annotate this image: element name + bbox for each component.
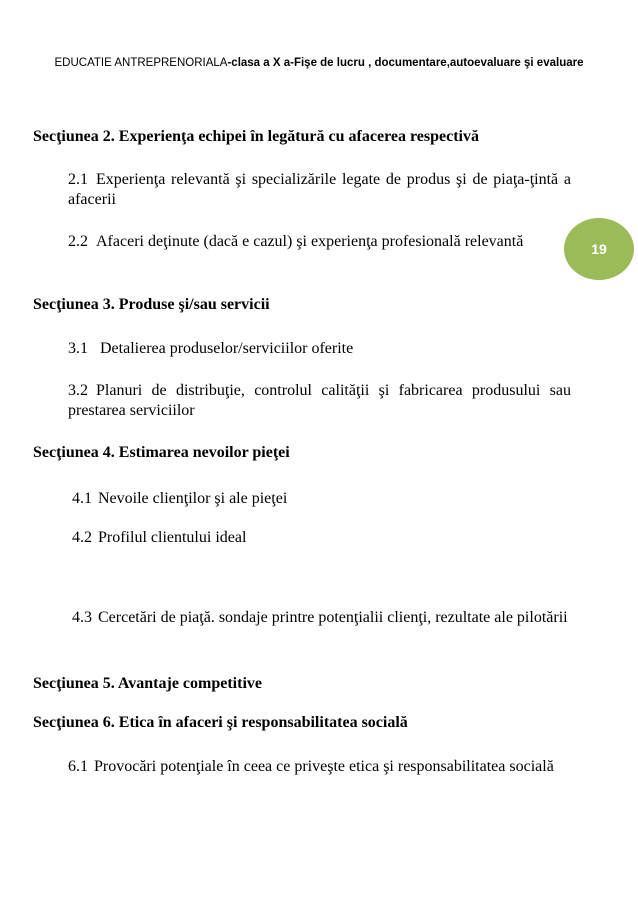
item-text: Experienţa relevantă şi specializările legate de produs şi de piaţa-ţintă a afacerii	[68, 171, 571, 208]
page-number: 19	[591, 241, 607, 257]
item-number: 2.2	[68, 233, 88, 250]
item-number: 6.1	[68, 758, 88, 775]
item-text: Nevoile clienţilor şi ale pieţei	[98, 490, 288, 507]
header-details: -clasa a X a-Fişe de lucru , documentare,autoevaluare şi evaluare	[227, 57, 584, 69]
page-header	[32, 54, 606, 72]
item-text: Detalierea produselor/serviciilor oferite	[100, 340, 354, 357]
section-2-title: Secţiunea 2. Experienţa echipei în legătură cu afacerea respectivă	[33, 128, 479, 145]
item-number: 2.1	[68, 171, 88, 188]
item-number: 4.2	[72, 529, 92, 546]
item-number: 4.3	[72, 609, 92, 626]
item-text: Provocări potenţiale în ceea ce priveşte etica şi responsabilitatea socială	[94, 758, 554, 775]
item-2-1	[68, 170, 571, 210]
item-text: Afaceri deţinute (dacă e cazul) şi experienţa profesională relevantă	[96, 233, 524, 250]
item-4-2	[72, 528, 571, 548]
item-text: Cercetări de piaţă. sondaje printre potenţialii clienţi, rezultate ale pilotării	[98, 609, 568, 626]
header-subject: EDUCATIE ANTREPRENORIALA	[54, 57, 228, 69]
section-5-title: Secţiunea 5. Avantaje competitive	[33, 675, 262, 692]
section-6-title: Secţiunea 6. Etica în afaceri şi responsabilitatea socială	[33, 714, 408, 731]
page-number-badge	[564, 218, 634, 280]
item-3-1	[68, 339, 571, 359]
section-3-title: Secţiunea 3. Produse şi/sau servicii	[33, 296, 270, 313]
item-text: Profilul clientului ideal	[98, 529, 247, 546]
item-number: 3.2	[68, 382, 88, 399]
item-6-1	[68, 757, 571, 777]
item-2-2	[68, 232, 571, 252]
item-4-1	[72, 489, 571, 509]
item-number: 3.1	[68, 340, 88, 357]
item-3-2	[68, 381, 571, 421]
item-text: Planuri de distribuţie, controlul calităţii şi fabricarea produsului sau prestarea serviciilor	[68, 382, 571, 419]
section-4-title: Secţiunea 4. Estimarea nevoilor pieţei	[33, 444, 290, 461]
item-number: 4.1	[72, 490, 92, 507]
item-4-3	[72, 608, 571, 628]
